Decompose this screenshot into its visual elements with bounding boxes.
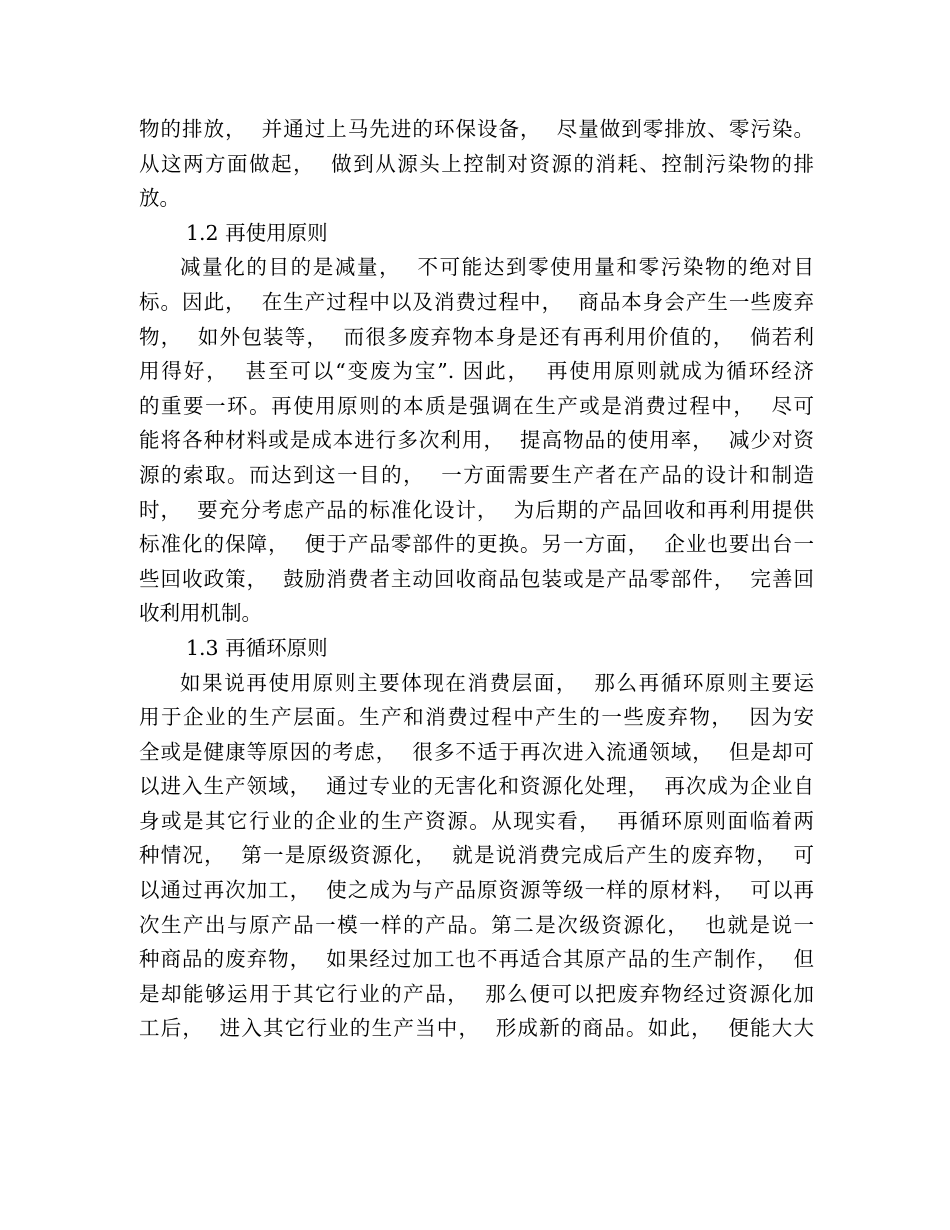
text-line: 的重要一环。再使用原则的本质是强调在生产或是消费过程中， 尽可 bbox=[139, 393, 814, 418]
document-body bbox=[139, 112, 814, 1046]
section-heading: 1.2 再使用原则 bbox=[186, 220, 328, 245]
text-line: 种商品的废弃物， 如果经过加工也不再适合其原产品的生产制作， 但 bbox=[139, 947, 814, 972]
text-line: 从这两方面做起， 做到从源头上控制对资源的消耗、控制污染物的排 bbox=[139, 151, 814, 176]
text-line: 收利用机制。 bbox=[139, 601, 262, 626]
text-line: 源的索取。而达到这一目的， 一方面需要生产者在产品的设计和制造 bbox=[139, 462, 814, 487]
section-heading: 1.3 再循环原则 bbox=[186, 635, 328, 660]
text-line: 用得好， 甚至可以“变废为宝”. 因此， 再使用原则就成为循环经济 bbox=[139, 359, 814, 384]
text-line: 能将各种材料或是成本进行多次利用， 提高物品的使用率， 减少对资 bbox=[139, 428, 814, 453]
text-line: 减量化的目的是减量， 不可能达到零使用量和零污染物的绝对目 bbox=[180, 255, 814, 280]
text-line: 身或是其它行业的企业的生产资源。从现实看， 再循环原则面临着两 bbox=[139, 808, 814, 833]
text-line: 次生产出与原产品一模一样的产品。第二是次级资源化， 也就是说一 bbox=[139, 912, 814, 937]
text-line: 物， 如外包装等， 而很多废弃物本身是还有再利用价值的， 倘若利 bbox=[139, 324, 814, 349]
text-line: 些回收政策， 鼓励消费者主动回收商品包装或是产品零部件， 完善回 bbox=[139, 566, 814, 591]
text-line: 工后， 进入其它行业的生产当中， 形成新的商品。如此， 便能大大 bbox=[139, 1016, 814, 1041]
text-line: 用于企业的生产层面。生产和消费过程中产生的一些废弃物， 因为安 bbox=[139, 705, 814, 730]
text-line: 时， 要充分考虑产品的标准化设计， 为后期的产品回收和再利用提供 bbox=[139, 497, 814, 522]
text-line: 是却能够运用于其它行业的产品， 那么便可以把废弃物经过资源化加 bbox=[139, 981, 814, 1006]
text-line: 标。因此， 在生产过程中以及消费过程中， 商品本身会产生一些废弃 bbox=[139, 289, 814, 314]
text-line: 以进入生产领域， 通过专业的无害化和资源化处理， 再次成为企业自 bbox=[139, 774, 814, 799]
text-line: 物的排放， 并通过上马先进的环保设备， 尽量做到零排放、零污染。 bbox=[139, 117, 814, 141]
text-line: 全或是健康等原因的考虑， 很多不适于再次进入流通领域， 但是却可 bbox=[139, 739, 814, 764]
text-line: 放。 bbox=[139, 186, 180, 211]
text-line: 标准化的保障， 便于产品零部件的更换。另一方面， 企业也要出台一 bbox=[139, 532, 814, 557]
text-line: 如果说再使用原则主要体现在消费层面， 那么再循环原则主要运 bbox=[180, 670, 814, 695]
text-line: 种情况， 第一是原级资源化， 就是说消费完成后产生的废弃物， 可 bbox=[139, 843, 814, 868]
text-line: 以通过再次加工， 使之成为与产品原资源等级一样的原材料， 可以再 bbox=[139, 878, 814, 903]
